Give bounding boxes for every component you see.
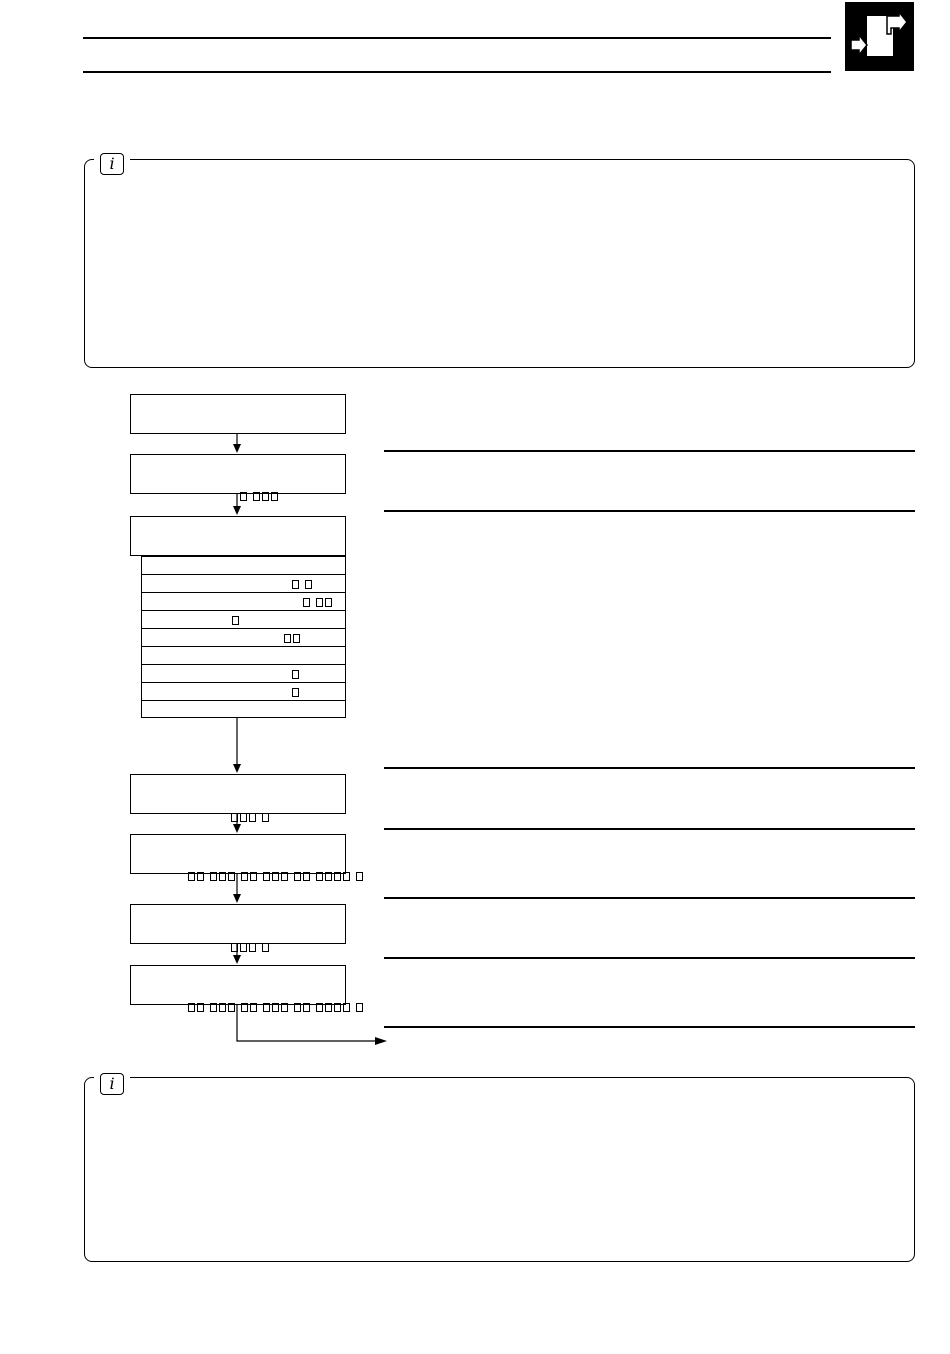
table-row xyxy=(141,628,346,647)
glyph-placeholder xyxy=(303,596,334,608)
table-row xyxy=(141,592,346,611)
table-row xyxy=(141,556,346,575)
glyph-placeholder xyxy=(292,578,314,590)
step-separator-rule xyxy=(384,1026,915,1028)
step-separator-rule xyxy=(384,828,915,830)
table-row xyxy=(141,682,346,701)
flow-arrow xyxy=(231,814,243,834)
info-icon: i xyxy=(100,153,124,175)
flow-arrow xyxy=(231,494,243,516)
section-logo xyxy=(845,2,914,71)
flow-arrow xyxy=(231,434,243,454)
glyph-placeholder xyxy=(232,614,241,626)
flow-step-2 xyxy=(130,454,346,494)
glyph-placeholder xyxy=(188,799,271,835)
glyph-placeholder xyxy=(292,668,301,680)
flow-step-6 xyxy=(130,904,346,944)
step-separator-rule xyxy=(384,450,915,452)
info-icon: i xyxy=(100,1073,124,1095)
table-row xyxy=(141,664,346,683)
flow-exit-arrow xyxy=(231,1005,391,1047)
info-note-top xyxy=(84,159,915,368)
flow-step-7 xyxy=(130,965,346,1005)
table-row xyxy=(141,574,346,593)
flow-step-3 xyxy=(130,516,346,556)
step-separator-rule xyxy=(384,957,915,959)
glyph-placeholder xyxy=(284,632,302,644)
flow-step-4 xyxy=(130,774,346,814)
header-rule-top xyxy=(83,37,831,39)
step-separator-rule xyxy=(384,897,915,899)
glyph-placeholder xyxy=(188,929,271,965)
step-separator-rule xyxy=(384,767,915,769)
step-separator-rule xyxy=(384,510,915,512)
flow-arrows-icon xyxy=(845,2,914,71)
header-rule-bottom xyxy=(83,71,831,73)
flow-step-1 xyxy=(130,394,346,434)
info-note-bottom xyxy=(84,1077,915,1262)
flow-arrow xyxy=(231,944,243,965)
table-row xyxy=(141,646,346,665)
glyph-placeholder xyxy=(292,686,301,698)
table-row xyxy=(141,610,346,629)
flow-arrow xyxy=(231,718,243,774)
flow-arrow xyxy=(231,874,243,904)
flow-step-5 xyxy=(130,834,346,874)
glyph-placeholder xyxy=(145,858,365,894)
table-row xyxy=(141,700,346,718)
